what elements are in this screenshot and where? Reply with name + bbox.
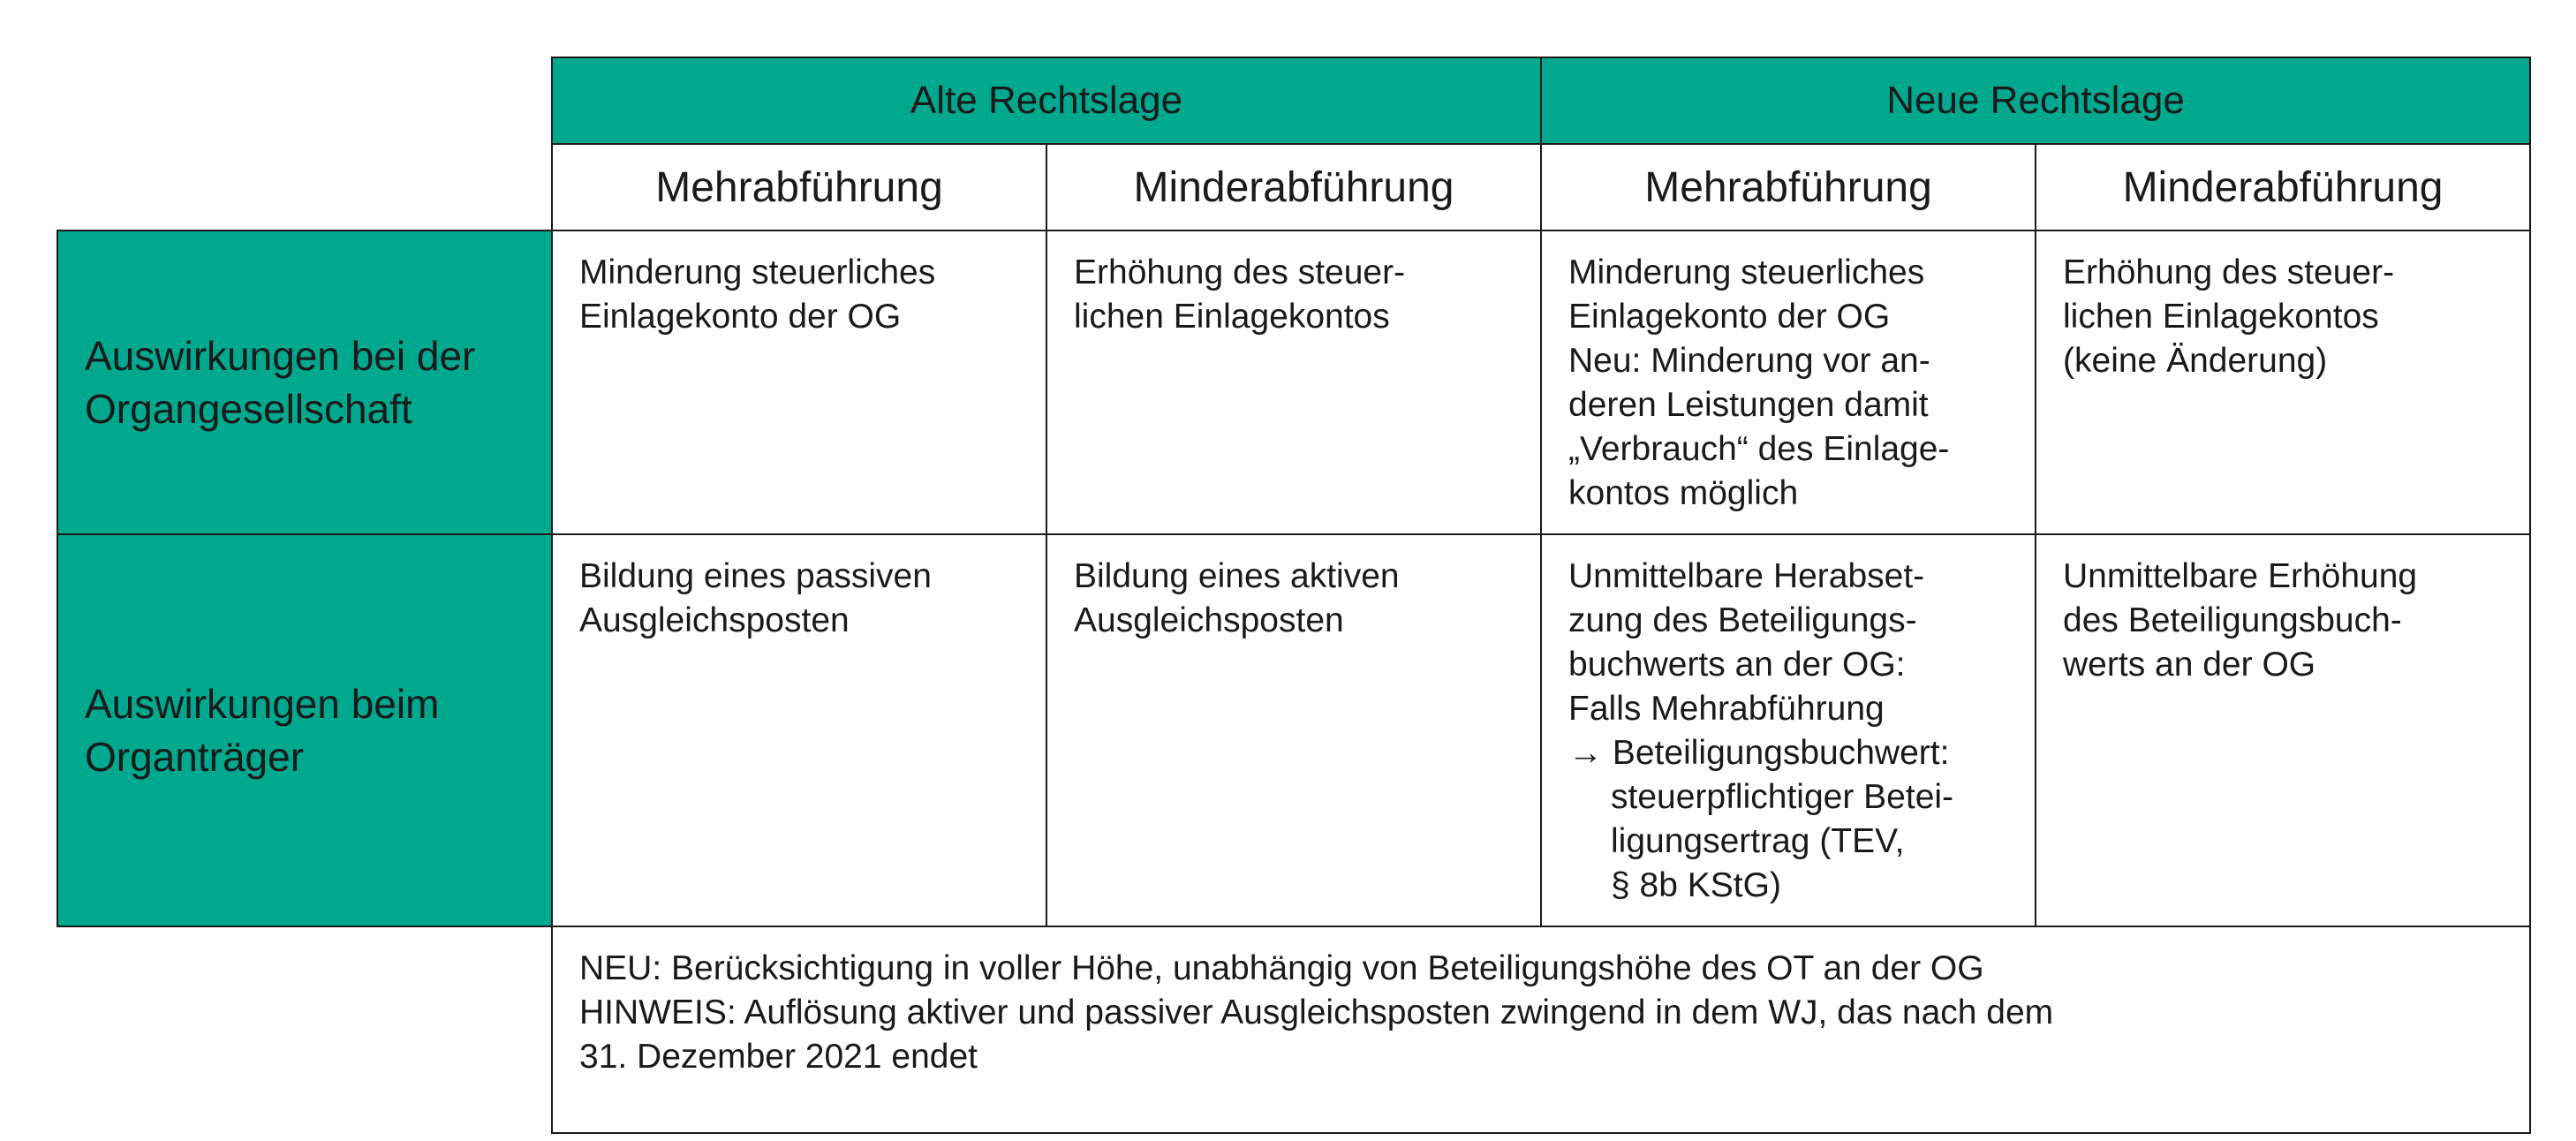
cell-og-alte-minder: [1046, 230, 1541, 534]
row-label-line: Organgesellschaft: [85, 386, 412, 432]
cell-line: Unmittelbare Herabset-: [1568, 557, 1925, 595]
note-line-date: 31. Dezember 2021 endet: [579, 1038, 978, 1076]
note-line-hinweis: HINWEIS: Auflösung aktiver und passiver Ausgleichsposten zwingend in dem WJ, das nach dem: [579, 994, 2054, 1031]
cell-line: Erhöhung des steuer-: [1074, 253, 1406, 291]
cell-line: Ausgleichsposten: [1074, 601, 1344, 639]
cell-line: Erhöhung des steuer-: [2063, 253, 2395, 291]
cell-og-neue-mehr: [1541, 230, 2036, 534]
cell-line: Minderung steuerliches: [579, 253, 936, 291]
table-row-organgesellschaft: [57, 230, 2530, 534]
header-alte-rechtslage: Alte Rechtslage: [552, 57, 1541, 144]
cell-line-arrow: → Beteiligungsbuchwert:: [1568, 734, 1950, 772]
header-group-row: [57, 57, 2530, 144]
subheader-neue-mehrabfuehrung: Mehrabführung: [1541, 144, 2036, 230]
table-row-organtraeger: [57, 534, 2530, 926]
header-sub-row: [57, 144, 2530, 230]
cell-line: Bildung eines passiven: [579, 557, 932, 595]
note-cell: [552, 926, 2530, 1133]
header-neue-rechtslage: Neue Rechtslage: [1541, 57, 2530, 144]
row-label-line: Auswirkungen beim: [85, 681, 440, 727]
cell-ot-alte-minder: [1046, 534, 1541, 926]
cell-line: ligungsertrag (TEV,: [1611, 822, 1905, 860]
cell-line: Falls Mehrabführung: [1568, 690, 1885, 728]
cell-line: buchwerts an der OG:: [1568, 646, 1906, 684]
cell-line: „Verbrauch“ des Einlage-: [1568, 430, 1950, 468]
cell-ot-neue-minder: [2036, 534, 2530, 926]
cell-line: deren Leistungen damit: [1568, 386, 1929, 424]
cell-line: lichen Einlagekontos: [1074, 298, 1390, 336]
cell-ot-alte-mehr: [552, 534, 1046, 926]
cell-line: kontos möglich: [1568, 474, 1799, 512]
corner-blank-2: [57, 144, 552, 230]
cell-line: Einlagekonto der OG: [1568, 298, 1891, 336]
cell-og-neue-minder: [2036, 230, 2530, 534]
cell-line: lichen Einlagekontos: [2063, 298, 2379, 336]
cell-line: des Beteiligungsbuch-: [2063, 601, 2402, 639]
cell-line: zung des Beteiligungs-: [1568, 601, 1917, 639]
cell-line: Bildung eines aktiven: [1074, 557, 1400, 595]
cell-line: § 8b KStG): [1611, 866, 1781, 904]
note-row: [57, 926, 2530, 1133]
cell-line: Ausgleichsposten: [579, 601, 850, 639]
cell-line: Minderung steuerliches: [1568, 253, 1925, 291]
note-line-neu: NEU: Berücksichtigung in voller Höhe, unabhängig von Beteiligungshöhe des OT an der OG: [579, 949, 1984, 987]
cell-og-alte-mehr: [552, 230, 1046, 534]
row-label-line: Auswirkungen bei der: [85, 333, 476, 379]
cell-line: werts an der OG: [2063, 646, 2316, 684]
note-blank: [57, 926, 552, 1133]
cell-line: Unmittelbare Erhöhung: [2063, 557, 2418, 595]
row-label-organtraeger: [57, 534, 552, 926]
comparison-table: [57, 57, 2531, 1134]
cell-line: Neu: Minderung vor an-: [1568, 342, 1930, 380]
cell-line: steuerpflichtiger Betei-: [1611, 778, 1954, 816]
subheader-neue-minderabfuehrung: Minderabführung: [2036, 144, 2530, 230]
cell-line: Einlagekonto der OG: [579, 298, 902, 336]
row-label-line: Organträger: [85, 734, 305, 780]
subheader-alte-minderabfuehrung: Minderabführung: [1046, 144, 1541, 230]
cell-line: (keine Änderung): [2063, 342, 2328, 380]
subheader-alte-mehrabfuehrung: Mehrabführung: [552, 144, 1046, 230]
row-label-organgesellschaft: [57, 230, 552, 534]
corner-blank: [57, 57, 552, 144]
cell-ot-neue-mehr: [1541, 534, 2036, 926]
